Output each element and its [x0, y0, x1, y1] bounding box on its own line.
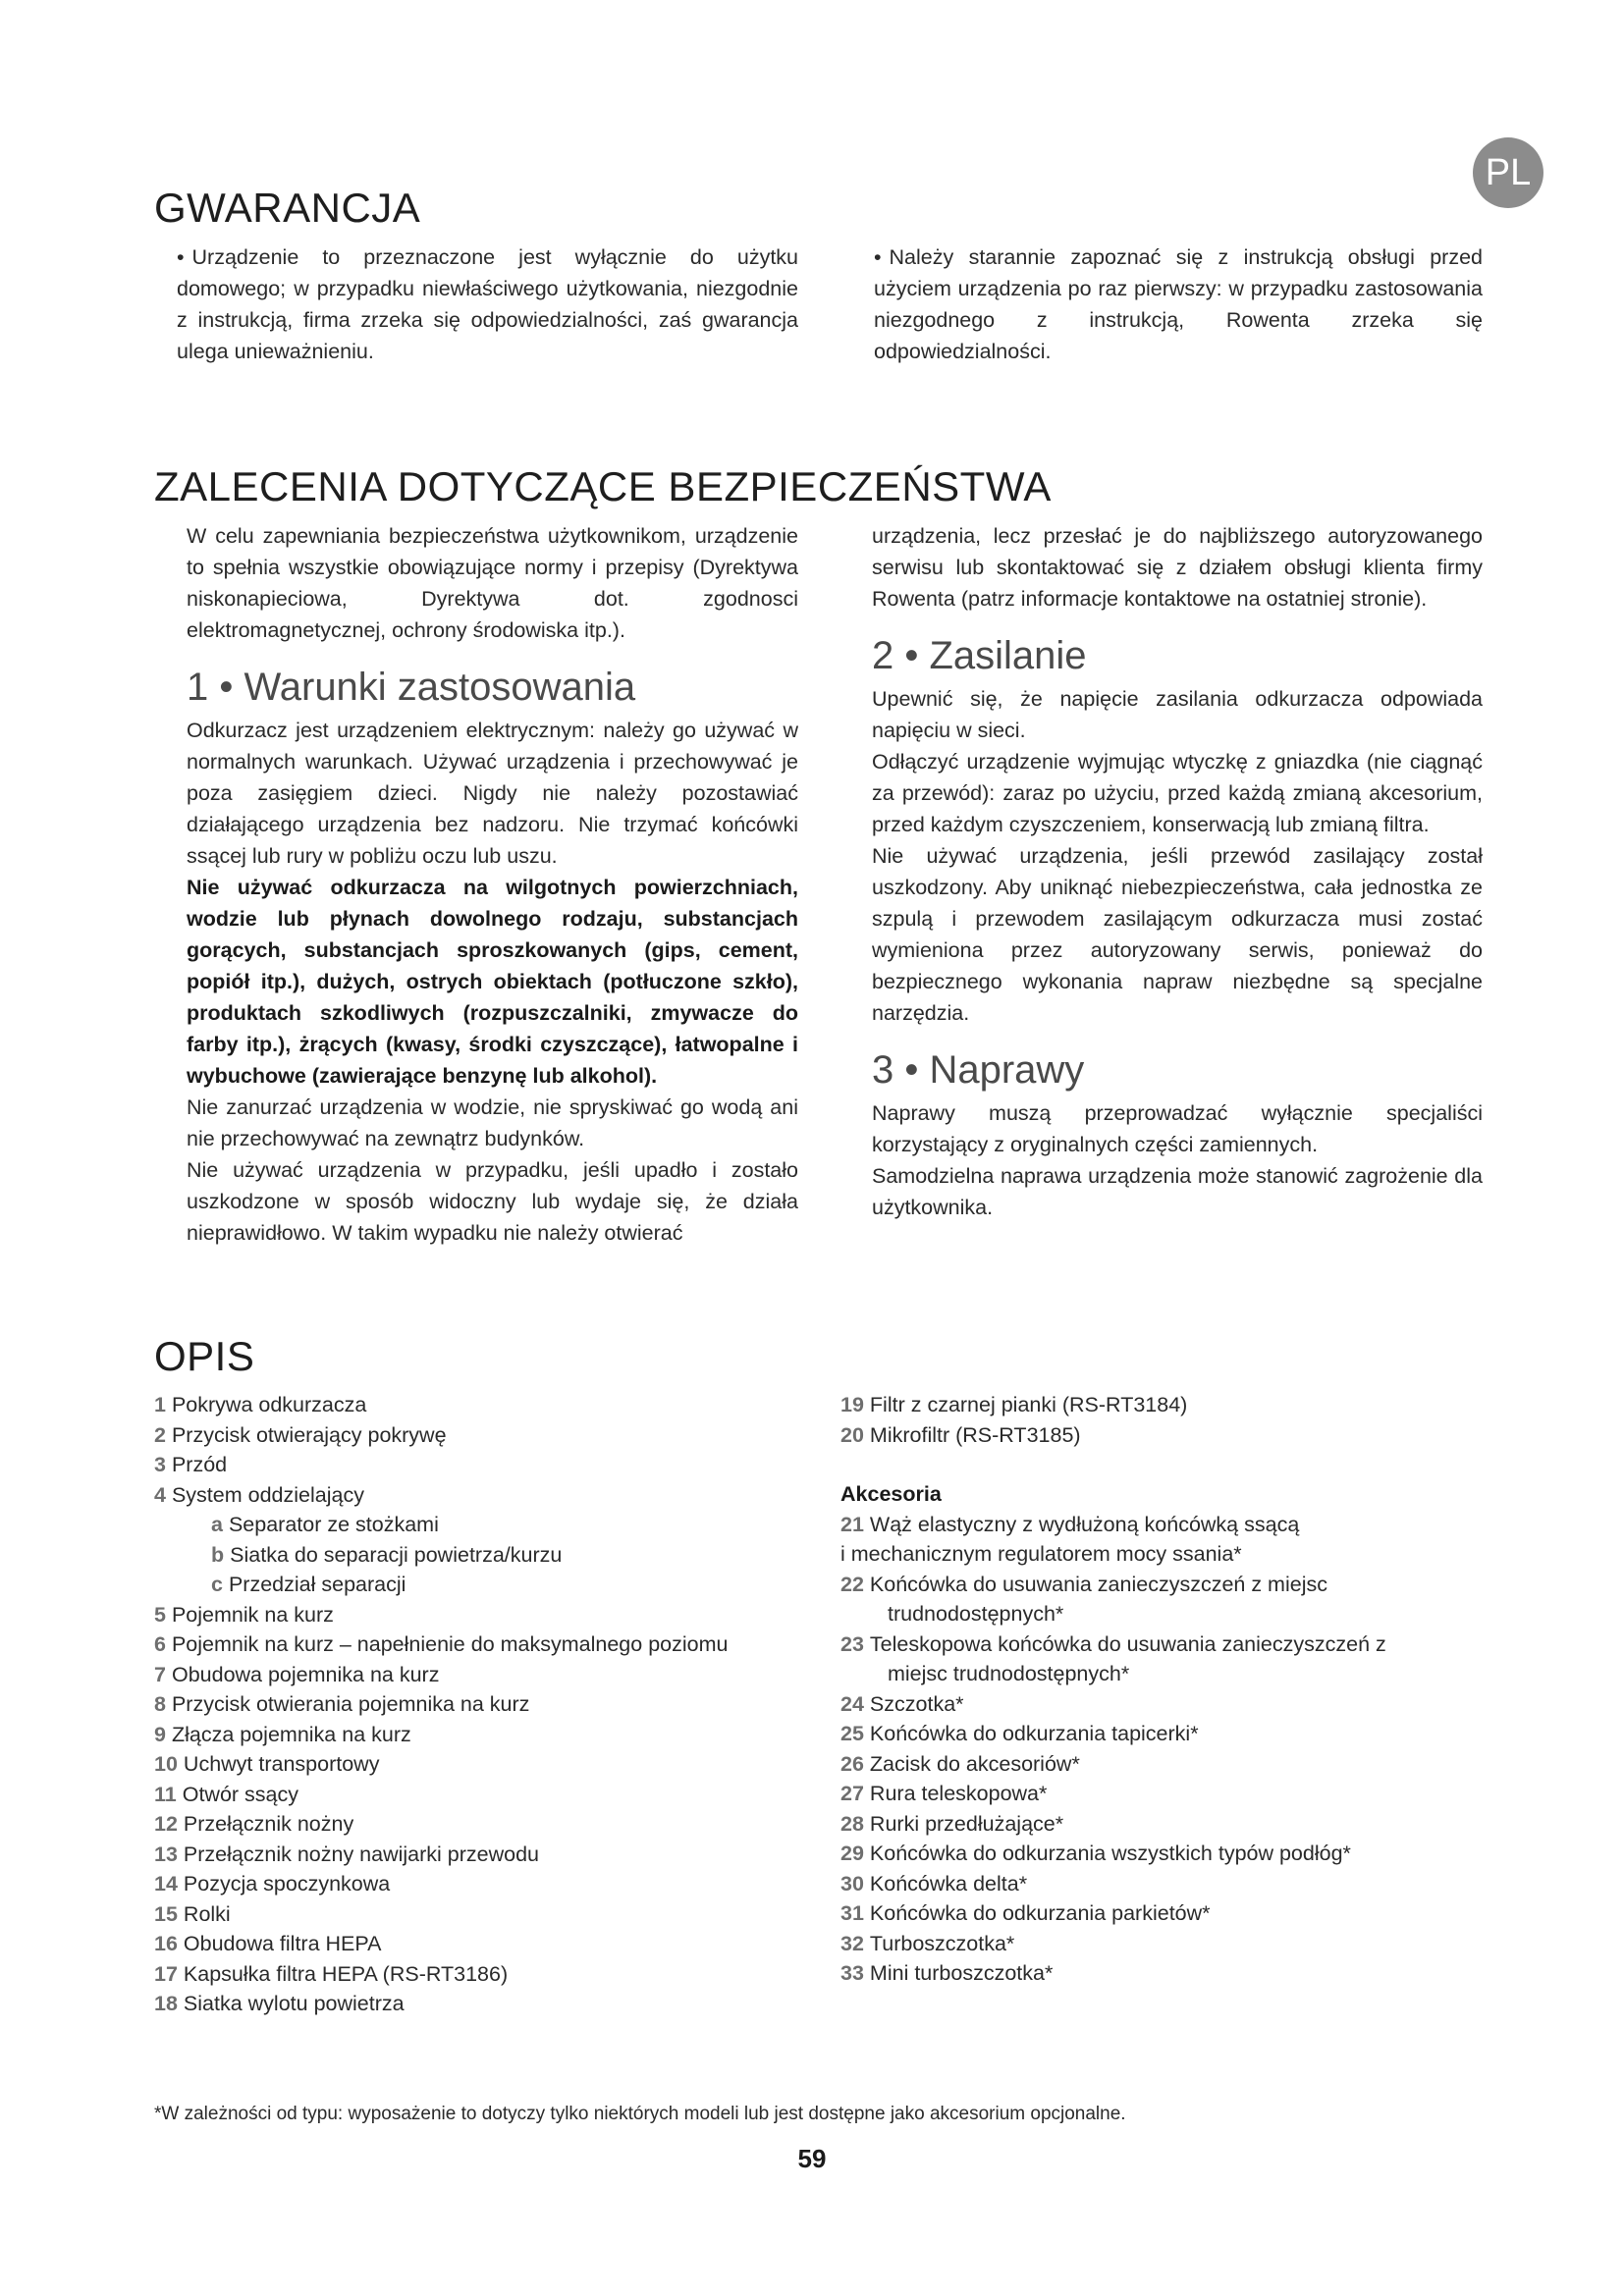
list-item: 16 Obudowa filtra HEPA	[154, 1932, 382, 1955]
page-number: 59	[797, 2144, 827, 2173]
list-item: 7 Obudowa pojemnika na kurz	[154, 1662, 440, 1686]
warranty-title: GWARANCJA	[154, 185, 421, 231]
section-1-paragraph-3: Nie używać urządzenia w przypadku, jeśli upadło i zostało uszkodzone w sposób widoczny lub wydaje się, że działa nieprawidłowo. W takim wypadku nie należy otwierać	[187, 1158, 798, 1245]
list-subitem: a Separator ze stożkami	[211, 1513, 439, 1536]
warranty-right-text	[874, 241, 1483, 367]
section-2-paragraph-2: Odłączyć urządzenie wyjmując wtyczkę z gniazdka (nie ciągnąć za przewód): zaraz po użyciu, przed każdą zmianą akcesorium, przed każdym czyszczeniem, konserwacją lub zmianą filtra.	[872, 750, 1483, 836]
list-item: 19 Filtr z czarnej pianki (RS-RT3184)	[840, 1393, 1188, 1416]
list-item: 4 System oddzielający	[154, 1482, 364, 1507]
list-item: 1 Pokrywa odkurzacza	[154, 1393, 367, 1416]
list-subitem: b Siatka do separacji powietrza/kurzu	[211, 1542, 563, 1567]
warranty-right-body: Należy starannie zapoznać się z instrukcją obsługi przed użyciem urządzenia po raz pierwszy: w przypadku zastosowania niezgodnego z instrukcją, Rowenta zrzeka się odpowiedzialności.	[874, 245, 1483, 363]
list-item: 30 Końcówka delta*	[840, 1871, 1028, 1896]
accessories-heading: Akcesoria	[840, 1482, 942, 1506]
list-item: 32 Turboszczotka*	[840, 1931, 1015, 1955]
list-item: 20 Mikrofiltr (RS-RT3185)	[840, 1422, 1081, 1447]
section-2-paragraph-3: Nie używać urządzenia, jeśli przewód zasilający został uszkodzony. Aby uniknąć niebezpieczeństwa, cała jednostka ze szpulą i przewodem zasilającym odkurzacza musi zostać wymieniona przez autoryzowany serwis, ponieważ do bezpiecznego wykonania napraw niezbędne są specjalne narzędzia.	[872, 844, 1483, 1025]
list-item: 25 Końcówka do odkurzania tapicerki*	[840, 1722, 1199, 1745]
safety-intro: W celu zapewniania bezpieczeństwa użytkownikom, urządzenie to spełnia wszystkie obowiązujące normy i przepisy (Dyrektywa niskonapieciowa, Dyrektywa dot. zgodnosci elektromagnetycznej, ochrony środowiska itp.).	[187, 524, 798, 642]
safety-title: ZALECENIA DOTYCZĄCE BEZPIECZEŃSTWA	[154, 463, 1052, 509]
list-item: 24 Szczotka*	[840, 1691, 964, 1716]
list-item: 28 Rurki przedłużające*	[840, 1811, 1064, 1836]
list-item: i mechanicznym regulatorem mocy ssania*	[840, 1542, 1242, 1566]
bullet-icon: •	[874, 245, 882, 269]
section-1-heading: 1 • Warunki zastosowania	[187, 666, 636, 709]
section-1-paragraph-1: Odkurzacz jest urządzeniem elektrycznym: należy go używać w normalnych warunkach. Używać urządzenia i przechowywać je poza zasięgiem dzieci. Nigdy nie należy pozostawiać działającego urządzenia bez nadzoru. Nie trzymać końcówki ssącej lub rury w pobliżu oczu lub uszu.	[187, 719, 798, 868]
section-1-paragraph-2: Nie zanurzać urządzenia w wodzie, nie spryskiwać go wodą ani nie przechowywać na zewnątrz budynków.	[187, 1095, 798, 1150]
language-badge: PL	[1473, 137, 1543, 208]
list-item: 17 Kapsułka filtra HEPA (RS-RT3186)	[154, 1961, 509, 1986]
list-item: 23 Teleskopowa końcówka do usuwania zanieczyszczeń z miejsc trudnodostępnych*	[840, 1631, 1386, 1685]
section-3-paragraph-1: Naprawy muszą przeprowadzać wyłącznie specjaliści korzystający z oryginalnych części zamiennych.	[872, 1101, 1483, 1156]
list-item: 14 Pozycja spoczynkowa	[154, 1872, 391, 1896]
list-item: 15 Rolki	[154, 1901, 231, 1926]
list-item: 2 Przycisk otwierający pokrywę	[154, 1422, 447, 1447]
list-subitem: c Przedział separacji	[211, 1573, 406, 1596]
warranty-left-body: Urządzenie to przeznaczone jest wyłącznie do użytku domowego; w przypadku niewłaściwego użytkowania, niezgodnie z instrukcją, firma zrzeka się odpowiedzialności, zaś gwarancja ulega unieważnieniu.	[177, 245, 798, 363]
list-item: 12 Przełącznik nożny	[154, 1812, 354, 1836]
safety-right-column	[872, 520, 1483, 1223]
description-left-list	[154, 1390, 822, 2019]
list-item: 27 Rura teleskopowa*	[840, 1782, 1048, 1805]
safety-left-column	[187, 520, 798, 1249]
list-item: 5 Pojemnik na kurz	[154, 1602, 334, 1627]
section-3-heading: 3 • Naprawy	[872, 1048, 1085, 1092]
list-item: 3 Przód	[154, 1453, 228, 1476]
list-item: 22 Końcówka do usuwania zanieczyszczeń z miejsc trudnodostępnych*	[840, 1572, 1327, 1626]
list-item: 21 Wąż elastyczny z wydłużoną końcówką ssącą	[840, 1512, 1300, 1536]
warranty-left-text	[177, 241, 798, 367]
list-item: 33 Mini turboszczotka*	[840, 1961, 1054, 1985]
list-item: 13 Przełącznik nożny nawijarki przewodu	[154, 1842, 539, 1866]
list-item: 29 Końcówka do odkurzania wszystkich typów podłóg*	[840, 1842, 1351, 1865]
list-item: 9 Złącza pojemnika na kurz	[154, 1722, 411, 1746]
warranty-left-column	[177, 241, 798, 367]
description-title: OPIS	[154, 1333, 255, 1379]
list-item: 11 Otwór ssący	[154, 1782, 299, 1806]
section-3-paragraph-2: Samodzielna naprawa urządzenia może stanowić zagrożenie dla użytkownika.	[872, 1164, 1483, 1219]
section-2-heading: 2 • Zasilanie	[872, 634, 1087, 677]
list-item: 8 Przycisk otwierania pojemnika na kurz	[154, 1692, 530, 1716]
section-2-paragraph-1: Upewnić się, że napięcie zasilania odkurzacza odpowiada napięciu w sieci.	[872, 687, 1483, 742]
footnote: *W zależności od typu: wyposażenie to dotyczy tylko niektórych modeli lub jest dostępne jako akcesorium opcjonalne.	[154, 2104, 1126, 2124]
list-item: 18 Siatka wylotu powietrza	[154, 1992, 405, 2015]
list-item: 26 Zacisk do akcesoriów*	[840, 1751, 1080, 1776]
warranty-right-column	[874, 241, 1483, 367]
list-item: 6 Pojemnik na kurz – napełnienie do maksymalnego poziomu	[154, 1632, 729, 1656]
list-item: 10 Uchwyt transportowy	[154, 1752, 380, 1776]
bullet-icon: •	[177, 245, 185, 269]
section-1-warning: Nie używać odkurzacza na wilgotnych powierzchniach, wodzie lub płynach dowolnego rodzaju, substancjach gorących, substancjach sproszkowanych (gips, cement, popiół itp.), dużych, ostrych obiektach (potłuczone szkło), produktach szkodliwych (rozpuszczalniki, zmywacze do farby itp.), żrących (kwasy, środki czyszczące), łatwopalne i wybuchowe (zawierające benzynę lub alkohol).	[187, 876, 798, 1088]
section-1-continued: urządzenia, lecz przesłać je do najbliższego autoryzowanego serwisu lub skontaktować się z działem obsługi klienta firmy Rowenta (patrz informacje kontaktowe na ostatniej stronie).	[872, 524, 1483, 611]
list-item: 31 Końcówka do odkurzania parkietów*	[840, 1901, 1211, 1925]
description-right-list	[840, 1390, 1508, 1989]
